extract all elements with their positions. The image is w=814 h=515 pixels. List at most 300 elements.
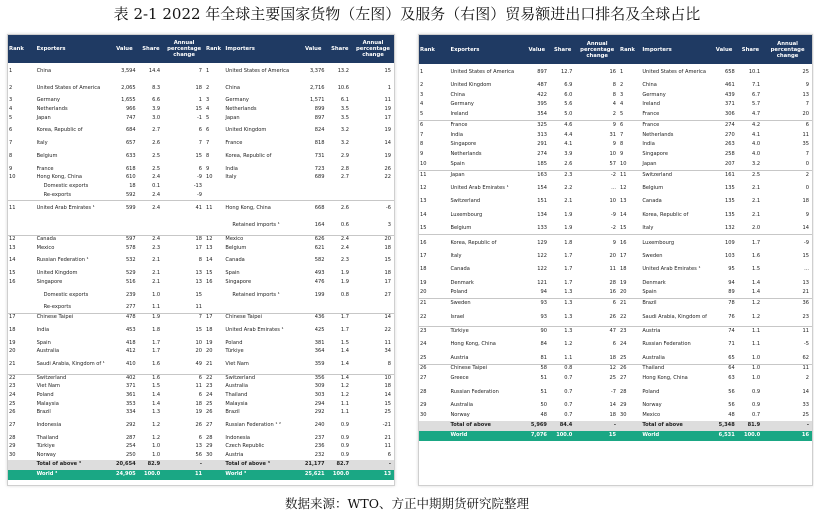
cell-import-share: [328, 183, 353, 192]
cell-export-change: 6: [198, 127, 203, 134]
table-row: [8, 374, 394, 383]
cell-rank: 8: [9, 152, 13, 159]
cell-import-change: 0: [805, 185, 809, 192]
table-row: [419, 170, 812, 180]
cell-rank: [419, 421, 449, 431]
cell-export-value: 747: [125, 114, 136, 121]
cell-exporter: Singapore: [36, 278, 63, 285]
cell-import-change: 3: [387, 222, 391, 229]
cell-import-share: 1.4: [340, 361, 350, 368]
header-export-change: Annual percentage change: [163, 35, 205, 63]
cell-export-change: 18: [609, 411, 616, 418]
cell-import-change: 16: [763, 431, 812, 441]
cell-importer: Türkiye: [225, 348, 244, 355]
world-row: [419, 431, 812, 441]
cell-export-share: 1.1: [564, 354, 573, 361]
cell-rank: 18: [206, 326, 213, 333]
cell-exporter: Switzerland: [36, 374, 111, 383]
cell-rank: 6: [419, 121, 449, 131]
cell-export-change: 11: [609, 266, 616, 273]
cell-importer: France: [641, 121, 710, 131]
header-export-change: Annual percentage change: [575, 35, 619, 64]
cell-export-change: -9: [610, 211, 616, 218]
cell-export-share: 0.7: [564, 411, 573, 418]
cell-rank: 24: [9, 392, 16, 399]
cell-import-change: -5: [803, 341, 809, 348]
cell-import-change: 15: [384, 400, 391, 407]
cell-import-change: 19: [384, 127, 391, 134]
cell-export-value: 516: [125, 278, 136, 285]
cell-import-share: 2.3: [340, 257, 350, 264]
cell-rank: 19: [420, 279, 427, 286]
cell-rank: 5: [620, 111, 624, 118]
cell-exporter: Netherlands: [36, 105, 68, 112]
cell-rank: 8: [206, 152, 210, 159]
cell-import-value: 294: [314, 400, 325, 407]
cell-export-share: 0.7: [564, 388, 573, 395]
cell-rank: 19: [9, 339, 16, 346]
cell-export-value: 478: [110, 313, 139, 322]
cell-import-value: 899: [314, 105, 325, 112]
cell-exporter: Thailand: [36, 434, 59, 441]
cell-exporter: Norway: [450, 411, 470, 418]
cell-export-change: -1: [196, 114, 203, 121]
cell-import-share: 1.5: [752, 266, 761, 273]
cell-import-value: 199: [314, 291, 325, 298]
cell-export-change: 6: [612, 341, 616, 348]
cell-export-value: 129: [524, 235, 550, 253]
cell-export-change: -9: [196, 191, 203, 198]
table-row: [8, 218, 394, 236]
cell-import-value: 439: [725, 91, 735, 98]
table-row: [8, 183, 394, 192]
cell-import-share: 1.1: [752, 341, 761, 348]
cell-exporter: Malaysia: [36, 400, 59, 407]
cell-exporter: Chinese Taipei: [449, 364, 523, 374]
cell-export-value: 254: [125, 443, 136, 450]
cell-export-value: 122: [537, 266, 547, 273]
cell-import-value: 207: [725, 160, 735, 167]
cell-rank: 4: [206, 105, 210, 112]
cell-export-share: 2.2: [564, 185, 573, 192]
header-importer: Importers: [224, 35, 299, 63]
cell-import-share: 4.7: [752, 111, 761, 118]
table-row: [419, 224, 812, 234]
cell-export-change: -9: [196, 174, 203, 181]
cell-rank: 2: [206, 84, 210, 91]
cell-rank: 25: [620, 354, 627, 361]
cell-export-change: 26: [609, 313, 616, 320]
cell-import-share: 10.6: [337, 84, 350, 91]
cell-importer: Germany: [642, 91, 666, 98]
cell-rank: 26: [9, 409, 16, 416]
cell-rank: 9: [620, 151, 624, 158]
cell-import-value: 164: [314, 222, 325, 229]
cell-import-change: 2: [763, 170, 812, 180]
cell-rank: 30: [9, 452, 16, 458]
cell-exporter: United Kingdom: [36, 270, 78, 277]
cell-rank: 18: [620, 266, 627, 273]
cell-import-change: 14: [384, 392, 391, 399]
cell-import-value: 461: [725, 81, 735, 88]
cell-export-share: 0.8: [550, 364, 575, 374]
cell-export-value: 412: [125, 348, 136, 355]
cell-export-share: 1.7: [152, 348, 161, 355]
cell-export-value: 81: [540, 354, 547, 361]
cell-importer: Italy: [642, 225, 654, 232]
cell-rank: 24: [206, 392, 213, 399]
cell-rank: 1: [620, 68, 624, 75]
table-row: [8, 244, 394, 253]
cell-import-share: 10.1: [748, 68, 761, 75]
cell-export-change: 6: [575, 299, 619, 309]
cell-import-share: 2.4: [328, 235, 353, 244]
table-row: [8, 434, 394, 443]
cell-export-share: 2.4: [139, 235, 164, 244]
table-row: [419, 252, 812, 262]
cell-importer: Saudi Arabia, Kingdom of: [642, 313, 707, 320]
cell-rank: 12: [620, 185, 627, 192]
cell-import-value: 236: [314, 443, 325, 450]
cell-export-share: 8.3: [152, 84, 161, 91]
table-row: [8, 417, 394, 434]
cell-export-change: 15: [195, 326, 203, 333]
cell-exporter: Domestic exports: [43, 291, 89, 298]
cell-import-change: -9: [763, 235, 812, 253]
cell-rank: 8: [620, 141, 624, 148]
cell-export-value: 597: [110, 235, 139, 244]
table-row: [8, 287, 394, 304]
cell-import-share: 0.9: [340, 422, 350, 429]
cell-rank: 26: [619, 364, 641, 374]
cell-export-change: 47: [575, 327, 619, 337]
cell-import-value: 1,571: [309, 97, 325, 104]
cell-export-share: 6.6: [152, 97, 161, 104]
cell-import-value: 237: [314, 434, 325, 441]
cell-import-value: 95: [728, 266, 735, 273]
cell-export-share: 1.0: [152, 443, 161, 450]
cell-importer: India: [642, 141, 655, 148]
cell-import-value: 309: [314, 383, 325, 390]
cell-exporter: Israel: [450, 313, 465, 320]
cell-export-share: 2.1: [152, 278, 161, 285]
table-row: [419, 289, 812, 299]
cell-export-share: 1.3: [564, 289, 573, 296]
cell-import-value: 71: [728, 341, 735, 348]
cell-rank: [8, 183, 36, 192]
cell-import-value: 48: [728, 411, 735, 418]
cell-import-value: 306: [725, 111, 735, 118]
cell-import-change: 21: [384, 434, 391, 441]
cell-export-change: -2: [610, 225, 616, 232]
table-row: [419, 207, 812, 224]
cell-rank: [619, 421, 641, 431]
cell-export-change: 26: [195, 422, 203, 429]
cell-import-value: 668: [299, 200, 328, 218]
cell-import-value: 74: [710, 327, 737, 337]
cell-import-share: 0.9: [752, 388, 761, 395]
header-import-value: Value: [710, 35, 737, 64]
cell-importer: Spain: [225, 270, 240, 277]
cell-export-change: 8: [612, 81, 616, 88]
cell-rank: 14: [620, 211, 627, 218]
cell-import-change: 17: [384, 278, 391, 285]
cell-export-share: 1.3: [564, 313, 573, 320]
cell-rank: 22: [620, 313, 627, 320]
cell-exporter: Singapore: [450, 141, 477, 148]
cell-import-change: 27: [384, 291, 391, 298]
cell-import-change: 11: [802, 131, 809, 138]
table-row: [8, 63, 394, 80]
cell-export-value: 121: [537, 279, 547, 286]
cell-importer: Mexico: [642, 411, 661, 418]
table-row: [419, 101, 812, 111]
cell-exporter: Chinese Taipei: [36, 313, 111, 322]
cell-import-change: 13: [802, 91, 809, 98]
cell-importer: Hong Kong, China: [224, 200, 299, 218]
cell-import-change: 18: [802, 198, 809, 205]
goods-trade-table: [7, 34, 395, 486]
cell-export-share: 6.0: [564, 91, 573, 98]
cell-import-change: 17: [384, 114, 391, 121]
cell-rank: 28: [206, 434, 213, 441]
cell-exporter: India: [36, 326, 50, 333]
cell-rank: 28: [420, 388, 427, 395]
cell-import-value: 731: [314, 152, 325, 159]
cell-rank: 29: [420, 401, 427, 408]
cell-exporter: Saudi Arabia, Kingdom of ¹: [36, 361, 105, 368]
cell-export-value: [110, 218, 139, 236]
cell-import-change: 9: [805, 81, 809, 88]
cell-import-change: -: [763, 421, 812, 431]
cell-import-share: 1.2: [752, 313, 761, 320]
table-row: [8, 106, 394, 115]
cell-export-share: 3.9: [152, 105, 161, 112]
cell-import-change: 19: [384, 152, 391, 159]
cell-export-value: 24,905: [110, 470, 139, 480]
cell-export-share: 2.4: [152, 174, 161, 181]
cell-export-value: 599: [110, 200, 139, 218]
cell-export-share: 1.4: [152, 400, 161, 407]
cell-rank: 23: [206, 383, 213, 390]
cell-import-share: 0.9: [752, 401, 761, 408]
cell-rank: [619, 431, 641, 441]
cell-import-share: 1.0: [752, 375, 761, 382]
cell-importer: China: [642, 81, 657, 88]
cell-exporter: Norway: [36, 452, 56, 458]
cell-importer: Russian Federation ¹ ²: [225, 422, 282, 429]
table-row: [8, 409, 394, 418]
cell-import-value: 232: [314, 452, 325, 458]
cell-importer: Canada: [225, 257, 245, 264]
cell-importer: Switzerland: [224, 374, 299, 383]
cell-exporter: Germany: [450, 101, 474, 108]
cell-rank: 21: [206, 361, 213, 368]
cell-export-change: 10: [609, 151, 616, 158]
cell-import-share: 81.9: [738, 421, 763, 431]
cell-importer: France: [642, 111, 660, 118]
cell-importer: World: [641, 431, 710, 441]
cell-export-share: 1.1: [152, 304, 161, 311]
cell-rank: 2: [420, 81, 424, 88]
cell-import-share: 4.0: [752, 151, 761, 158]
cell-import-share: 2.5: [738, 170, 763, 180]
cell-export-share: 2.1: [564, 198, 573, 205]
cell-export-value: 334: [125, 409, 136, 416]
cell-import-change: 10: [352, 374, 394, 383]
cell-importer: China: [225, 84, 240, 91]
table-row: [8, 348, 394, 357]
cell-rank: 9: [206, 165, 210, 172]
cell-export-change: 8: [612, 91, 616, 98]
cell-export-share: 0.7: [564, 401, 573, 408]
cell-rank: 25: [206, 400, 213, 407]
cell-export-share: 0.7: [564, 375, 573, 382]
cell-import-change: 14: [802, 388, 809, 395]
table-row: [8, 235, 394, 244]
cell-export-share: 1.8: [550, 235, 575, 253]
cell-rank: 28: [620, 388, 627, 395]
cell-import-change: 14: [802, 225, 809, 232]
cell-export-value: 371: [125, 383, 136, 390]
cell-rank: 5: [206, 114, 210, 121]
table-row: [8, 392, 394, 401]
cell-exporter: Japan: [449, 170, 523, 180]
cell-rank: 6: [206, 127, 210, 134]
cell-import-share: 1.4: [752, 289, 761, 296]
cell-rank: 24: [620, 341, 627, 348]
data-source-note: 数据来源：WTO、方正中期期货研究院整理: [285, 496, 529, 511]
cell-importer: Korea, Republic of: [225, 152, 272, 159]
cell-import-value: 89: [728, 289, 735, 296]
cell-export-change: 6: [198, 434, 203, 441]
cell-import-value: 493: [314, 270, 325, 277]
cell-export-value: 274: [537, 151, 547, 158]
cell-export-value: 7,076: [524, 431, 550, 441]
header-exporter: Exporters: [449, 35, 523, 64]
header-importer: Importers: [641, 35, 710, 64]
cell-export-value: 578: [125, 244, 136, 251]
cell-import-value: 292: [314, 409, 325, 416]
cell-export-value: 5,969: [524, 421, 550, 431]
cell-rank: 3: [206, 97, 210, 104]
cell-import-share: 1.6: [752, 252, 761, 259]
cell-export-change: 6: [163, 374, 205, 383]
cell-exporter: Italy: [450, 252, 462, 259]
cell-import-value: 21,177: [299, 460, 328, 470]
cell-export-share: 1.3: [550, 327, 575, 337]
cell-rank: 29: [9, 443, 16, 450]
table-row: [8, 140, 394, 149]
cell-export-change: 28: [609, 279, 616, 286]
cell-importer: Brazil: [225, 409, 240, 416]
cell-importer: Germany: [225, 97, 249, 104]
cell-import-change: 25: [802, 411, 809, 418]
cell-export-change: 9: [612, 141, 616, 148]
cell-export-value: 291: [537, 141, 547, 148]
cell-importer: Total of above ³: [224, 460, 299, 470]
table-row: [419, 121, 812, 131]
table-row: [419, 337, 812, 354]
cell-export-share: 1.3: [152, 409, 161, 416]
cell-exporter: Hong Kong, China: [450, 341, 496, 348]
cell-export-value: 422: [537, 91, 547, 98]
cell-rank: 19: [206, 339, 213, 346]
cell-export-value: 354: [537, 111, 547, 118]
cell-export-change: 10: [609, 198, 616, 205]
cell-importer: Austria: [641, 327, 710, 337]
cell-import-change: -6: [352, 200, 394, 218]
cell-export-share: 1.7: [152, 339, 161, 346]
cell-exporter: United States of America: [36, 84, 101, 91]
cell-export-value: 410: [125, 361, 136, 368]
cell-export-value: 93: [524, 299, 550, 309]
cell-importer: Netherlands: [642, 131, 674, 138]
cell-rank: 2: [620, 81, 624, 88]
cell-import-value: [299, 191, 328, 200]
cell-importer: Luxembourg: [641, 235, 710, 253]
cell-import-change: 20: [352, 235, 394, 244]
cell-export-change: 10: [195, 339, 203, 346]
cell-import-share: 3.5: [340, 114, 350, 121]
cell-import-value: 425: [314, 326, 325, 333]
cell-export-change: 20: [609, 252, 616, 259]
table-row: [8, 270, 394, 279]
cell-rank: 20: [420, 289, 427, 296]
cell-exporter: World: [449, 431, 523, 441]
cell-importer: Total of above: [641, 421, 710, 431]
cell-import-share: 1.4: [752, 279, 761, 286]
cell-importer: Russian Federation: [642, 341, 691, 348]
cell-export-share: 2.3: [152, 244, 161, 251]
cell-import-share: 2.7: [340, 174, 350, 181]
cell-import-share: 3.5: [340, 105, 350, 112]
cell-import-share: 4.2: [738, 121, 763, 131]
table-row: [8, 304, 394, 313]
cell-importer: World ³: [224, 470, 299, 480]
cell-export-value: 529: [125, 270, 136, 277]
cell-import-change: 13: [352, 470, 394, 480]
cell-import-share: 1.7: [738, 235, 763, 253]
cell-export-value: 487: [537, 81, 547, 88]
cell-importer: Korea, Republic of: [642, 211, 689, 218]
cell-importer: Belgium: [225, 244, 247, 251]
cell-export-share: 1.3: [550, 299, 575, 309]
cell-import-share: [328, 191, 353, 200]
cell-import-value: 3,376: [309, 67, 325, 74]
table-row: [419, 354, 812, 364]
cell-importer: [224, 183, 299, 192]
cell-export-change: -2: [575, 170, 619, 180]
cell-import-share: 2.9: [340, 152, 350, 159]
cell-import-value: 109: [710, 235, 737, 253]
cell-export-change: 49: [195, 361, 203, 368]
cell-import-change: 21: [802, 289, 809, 296]
cell-export-share: 1.2: [152, 422, 161, 429]
cell-import-value: 78: [710, 299, 737, 309]
cell-import-share: 3.2: [340, 127, 350, 134]
cell-exporter: Türkiye: [36, 443, 55, 450]
cell-exporter: Total of above: [449, 421, 523, 431]
cell-rank: 3: [9, 97, 13, 104]
cell-rank: 9: [420, 151, 424, 158]
cell-export-value: 154: [537, 185, 547, 192]
cell-importer: United Kingdom: [225, 127, 267, 134]
cell-import-value: 381: [314, 339, 325, 346]
cell-import-change: -: [352, 460, 394, 470]
cell-rank: 11: [619, 170, 641, 180]
cell-export-share: 6.9: [564, 81, 573, 88]
